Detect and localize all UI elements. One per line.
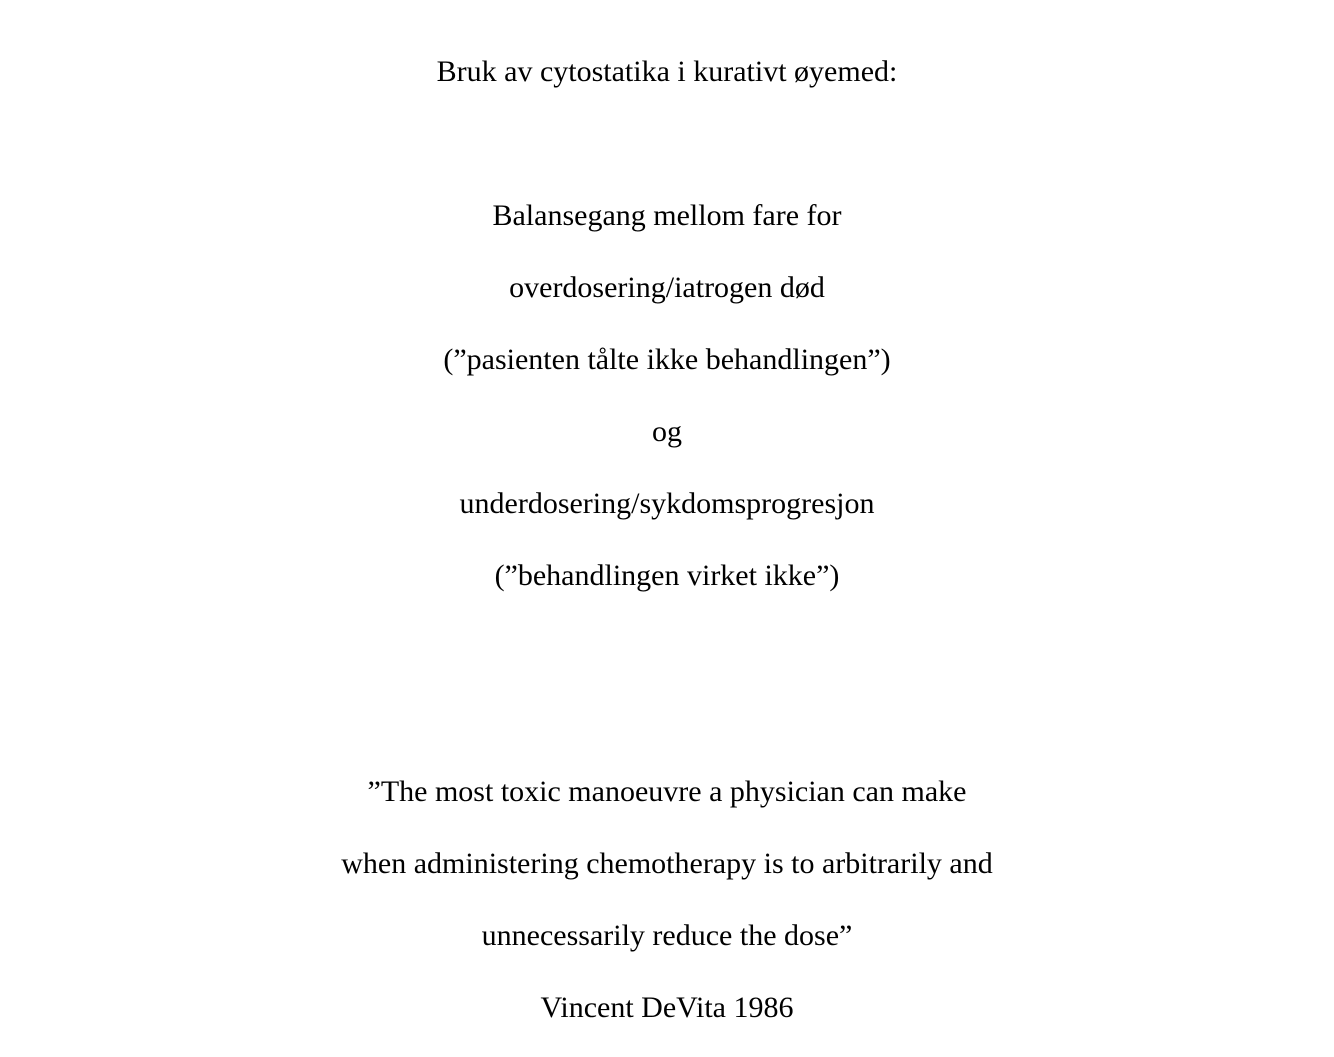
quote-line: when administering chemotherapy is to arbitrarily and (341, 847, 993, 880)
balance-line: overdosering/iatrogen død (509, 271, 825, 304)
balance-line: (”pasienten tålte ikke behandlingen”) (443, 343, 891, 376)
balance-line: og (652, 415, 682, 448)
quote-line: ”The most toxic manoeuvre a physician can make (367, 775, 967, 808)
slide-heading: Bruk av cytostatika i kurativt øyemed: (436, 55, 898, 88)
balance-line: (”behandlingen virket ikke”) (494, 559, 840, 592)
balance-line: underdosering/sykdomsprogresjon (459, 487, 875, 520)
quote-attribution: Vincent DeVita 1986 (540, 991, 794, 1024)
balance-line: Balansegang mellom fare for (492, 199, 842, 232)
quote-line: unnecessarily reduce the dose” (481, 919, 853, 952)
